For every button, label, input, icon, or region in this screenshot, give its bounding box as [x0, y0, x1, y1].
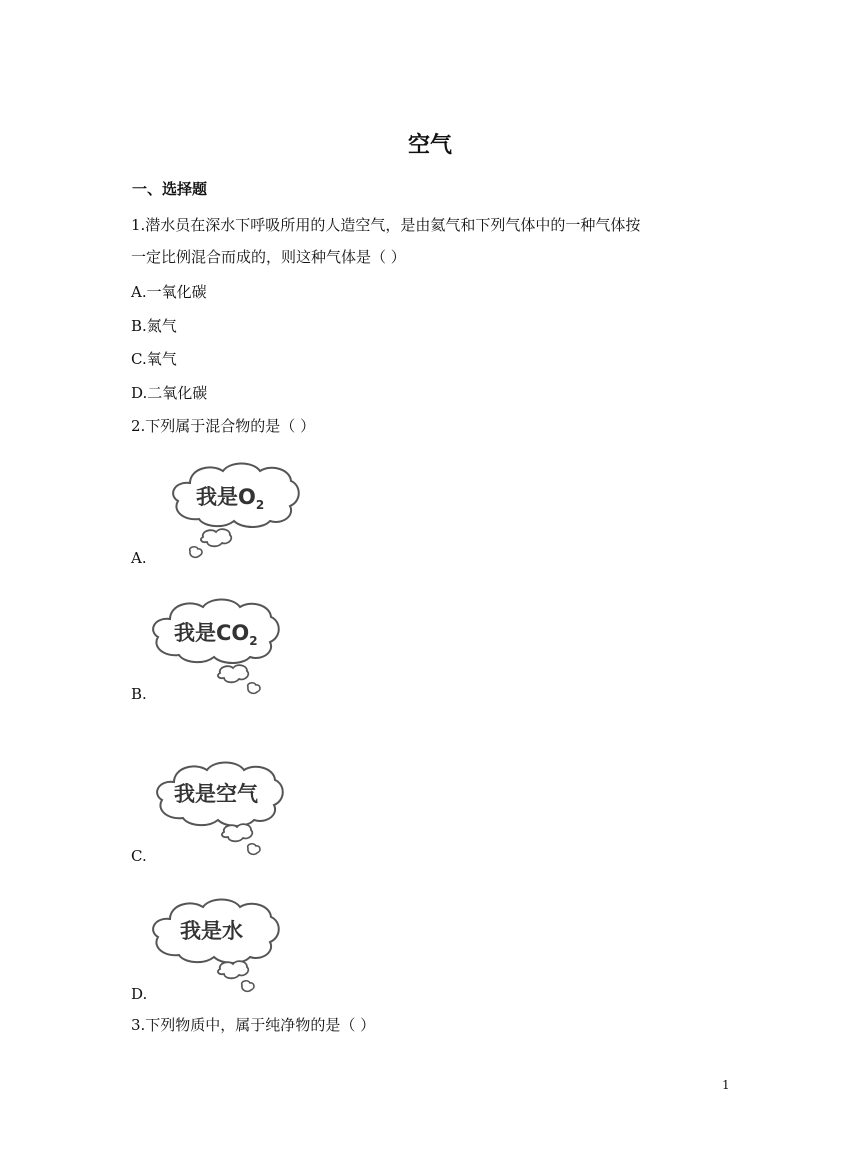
- q1-option-b: B.氮气: [131, 317, 177, 335]
- q2-option-d-label: D.: [131, 985, 148, 1003]
- q1-option-a: A.一氧化碳: [131, 283, 207, 301]
- page-number: 1: [722, 1078, 730, 1092]
- question-2-stem: 2.下列属于混合物的是（ ）: [131, 417, 316, 435]
- thought-bubble-o2: [168, 461, 303, 563]
- q1-option-d: D.二氧化碳: [131, 384, 208, 402]
- q2-option-a-label: A.: [131, 549, 147, 567]
- question-1-line-2: 一定比例混合而成的，则这种气体是（ ）: [131, 248, 406, 266]
- bubble-text-water: 我是水: [180, 919, 243, 943]
- q1-option-c: C.氧气: [131, 350, 177, 368]
- bubble-text-air: 我是空气: [174, 782, 258, 806]
- q2-option-c-label: C.: [131, 847, 147, 865]
- bubble-text-o2: 我是$O_2$: [196, 485, 265, 513]
- page-title: 空气: [407, 132, 452, 158]
- question-3-stem: 3.下列物质中，属于纯净物的是（ ）: [131, 1016, 376, 1034]
- thought-bubble-co2: [148, 597, 283, 699]
- thought-bubble-air: [152, 760, 287, 862]
- bubble-text-co2: 我是$CO_2$: [174, 621, 258, 649]
- q2-option-b-label: B.: [131, 685, 147, 703]
- question-1-line-1: 1.潜水员在深水下呼吸所用的人造空气，是由氦气和下列气体中的一种气体按: [131, 216, 641, 234]
- thought-bubble-water: [148, 897, 283, 999]
- section-heading: 一、选择题: [132, 180, 208, 198]
